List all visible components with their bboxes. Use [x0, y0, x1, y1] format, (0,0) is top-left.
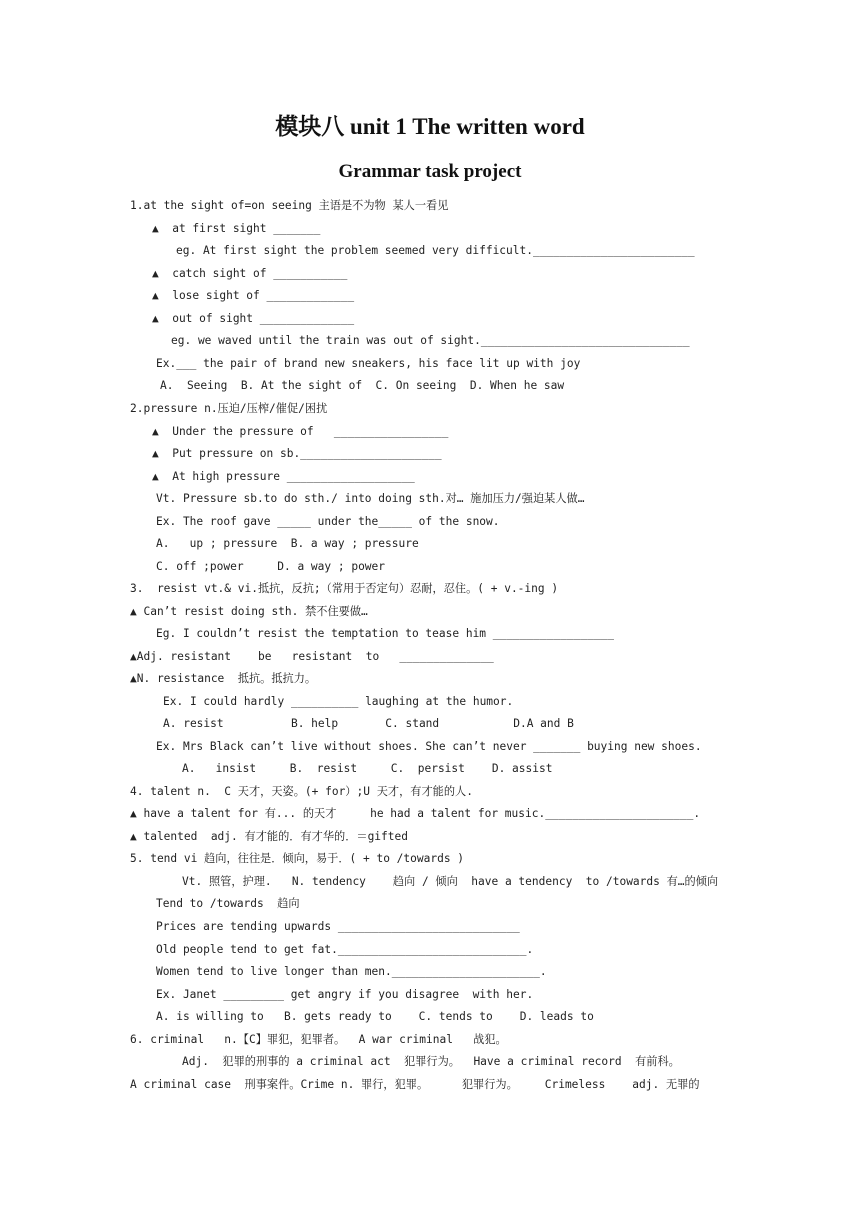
text-line: A. resist B. help C. stand D.A and B — [163, 717, 574, 730]
document-title: 模块八 unit 1 The written word — [275, 114, 585, 139]
text-line: 2.pressure n.压迫/压榨/催促/困扰 — [130, 402, 328, 415]
text-line: ▲ lose sight of _____________ — [152, 289, 355, 302]
text-line: ▲ Put pressure on sb._____________________ — [152, 447, 442, 460]
text-line: A. Seeing B. At the sight of C. On seeing D. When he saw — [160, 379, 565, 392]
text-line: Old people tend to get fat.____________________________. — [156, 943, 534, 956]
text-line: ▲ catch sight of ___________ — [152, 267, 348, 280]
text-line: A. up ; pressure B. a way ; pressure — [156, 537, 419, 550]
text-line: 4. talent n. C 天才，天姿。(+ for）;U 天才，有才能的人. — [130, 785, 473, 798]
text-line: ▲ out of sight ______________ — [152, 312, 355, 325]
text-line: Ex.___ the pair of brand new sneakers, his face lit up with joy — [156, 357, 581, 370]
text-line: Ex. Janet _________ get angry if you disagree with her. — [156, 988, 534, 1001]
text-line: C. off ;power D. a way ; power — [156, 560, 386, 573]
text-line: A criminal case 刑事案件。Crime n. 罪行，犯罪。 犯罪行为。 Crimeless adj. 无罪的 — [130, 1078, 700, 1091]
text-line: Women tend to live longer than men.______________________. — [156, 965, 547, 978]
text-line: ▲N. resistance 抵抗。抵抗力。 — [130, 672, 317, 685]
text-line: Prices are tending upwards ___________________________ — [156, 920, 520, 933]
text-line: ▲ have a talent for 有... 的天才 he had a talent for music.______________________. — [130, 807, 701, 820]
text-line: Ex. Mrs Black can’t live without shoes. She can’t never _______ buying new shoes. — [156, 740, 702, 753]
text-line: Vt. 照管，护理. N. tendency 趋向 / 倾向 have a tendency to /towards 有…的倾向 — [182, 875, 719, 888]
text-line: ▲ Can’t resist doing sth. 禁不住要做… — [130, 605, 368, 618]
text-line: Ex. The roof gave _____ under the_____ of the snow. — [156, 515, 500, 528]
text-line: A. insist B. resist C. persist D. assist — [182, 762, 553, 775]
text-line: 3. resist vt.& vi.抵抗，反抗;（常用于否定句）忍耐，忍住。( + v.-ing ) — [130, 582, 559, 595]
text-line: 5. tend vi 趋向，往往是．倾向，易于．( + to /towards ) — [130, 852, 465, 865]
text-line: eg. At first sight the problem seemed very difficult.________________________ — [176, 244, 695, 257]
text-line: ▲ Under the pressure of _________________ — [152, 425, 449, 438]
text-line: 1.at the sight of=on seeing 主语是不为物 某人一看见 — [130, 199, 449, 212]
text-line: ▲ At high pressure ___________________ — [152, 470, 415, 483]
text-line: ▲ at first sight _______ — [152, 222, 321, 235]
text-line: A. is willing to B. gets ready to C. tends to D. leads to — [156, 1010, 594, 1023]
text-line: Vt. Pressure sb.to do sth./ into doing sth.对… 施加压力/强迫某人做… — [156, 492, 585, 505]
text-line: ▲Adj. resistant be resistant to ______________ — [130, 650, 494, 663]
document-subtitle: Grammar task project — [338, 161, 522, 182]
text-line: eg. we waved until the train was out of sight._______________________________ — [171, 334, 690, 347]
text-line: Tend to /towards 趋向 — [156, 897, 300, 910]
text-line: Ex. I could hardly __________ laughing at the humor. — [163, 695, 514, 708]
text-line: Adj. 犯罪的刑事的 a criminal act 犯罪行为。 Have a criminal record 有前科。 — [182, 1055, 680, 1068]
text-line: ▲ talented adj. 有才能的．有才华的．＝gifted — [130, 830, 408, 843]
text-line: 6. criminal n.【C】罪犯，犯罪者。 A war criminal 战犯。 — [130, 1033, 507, 1046]
text-line: Eg. I couldn’t resist the temptation to tease him __________________ — [156, 627, 615, 640]
